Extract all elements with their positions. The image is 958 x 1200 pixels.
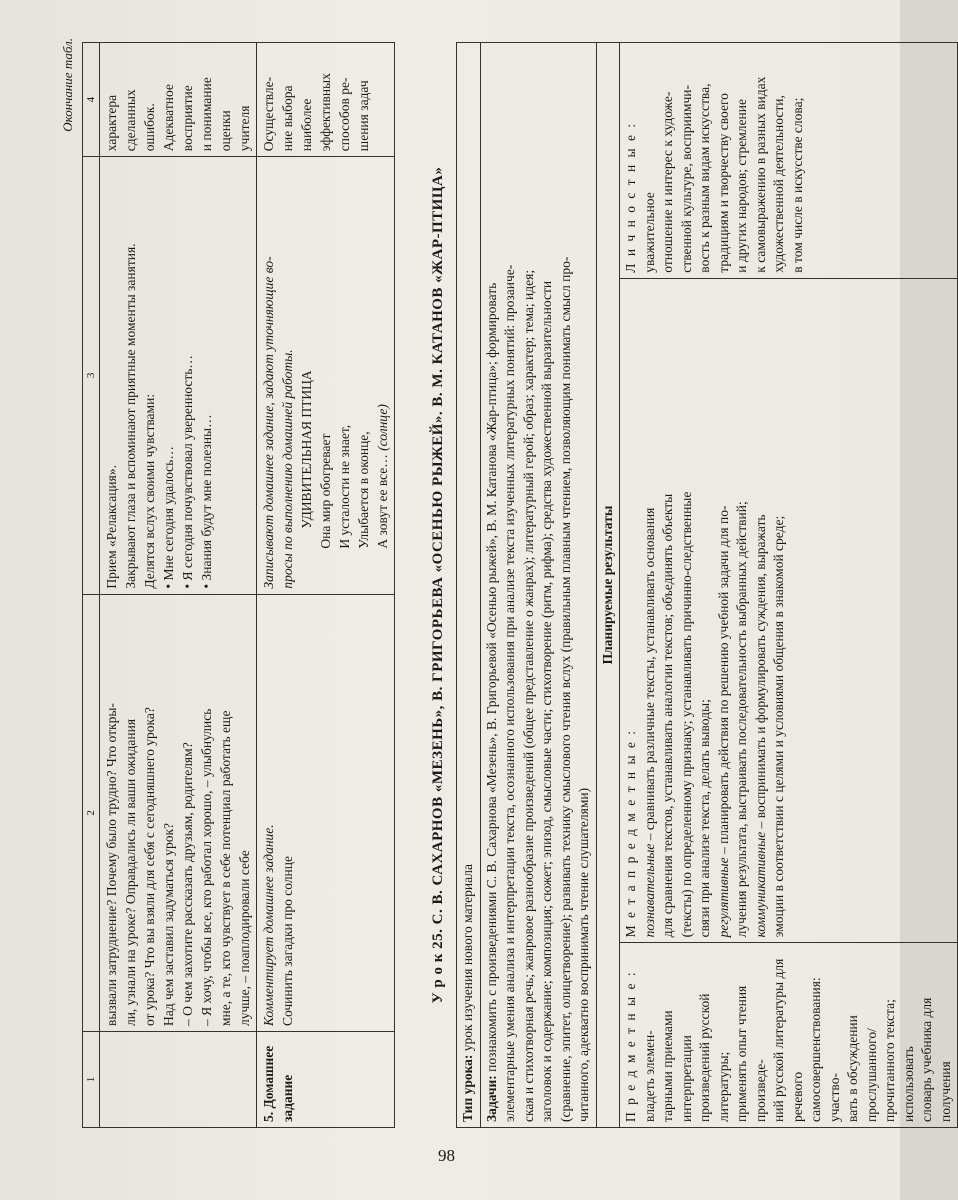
result-line: сделанных <box>123 89 138 152</box>
subject-line: вать в обсуждении прослушанного/ <box>845 1015 879 1122</box>
list-item: • Я сегодня почувствовал уверенность… <box>178 162 197 588</box>
result-line: ошибок. <box>142 103 157 152</box>
personal-line: к самовыражению в разных видах <box>752 76 768 273</box>
personal-label: Л и ч н о с т н ы е : <box>623 121 638 273</box>
teacher-activity-cell <box>100 594 257 1031</box>
list-item: • Знания будут мне полезны… <box>197 162 216 588</box>
personal-text: уважительное <box>641 192 657 273</box>
tasks-line: (сравнение, эпитет, олицетворение); развивать технику смыслового чтения вслух (правильным плавным чтением, позволяющим понимать смысл про- <box>557 256 573 1122</box>
poem-line <box>373 162 392 548</box>
teacher-line: Над чем заставил задуматься урок? <box>161 822 176 1027</box>
teacher-line: – Я хочу, чтобы все, кто работал хорошо, – улыбнулись <box>199 708 214 1027</box>
student-line: Прием «Релаксация». <box>104 465 119 589</box>
results-header-row <box>596 43 620 1128</box>
table-header-row <box>83 43 100 1128</box>
header-col-1: 1 <box>83 1032 100 1128</box>
table-row-homework <box>257 43 395 1128</box>
header-col-4: 4 <box>83 43 100 157</box>
teacher-line: лучше, – поаплодировали себе <box>237 850 252 1027</box>
meta-line-text: – планировать действия по решению учебной задачи для по- <box>715 505 731 858</box>
teacher-line: вызвали затруднение? Почему было трудно? Что откры- <box>104 703 119 1027</box>
poem-line: И усталости не знает, <box>337 424 352 549</box>
meta-line <box>715 284 734 938</box>
subject-label: П р е д м е т н ы е : <box>623 970 638 1122</box>
poem-title: УДИВИТЕЛЬНАЯ ПТИЦА <box>299 370 314 529</box>
personal-line: и других народов; стремление <box>734 99 749 273</box>
results-header: Планируемые результаты <box>596 43 620 1128</box>
result-line: учителя <box>237 105 252 152</box>
meta-line: эмоции в соответствии с целями и условиями общения в знакомой среде; <box>771 515 786 938</box>
poem-line: Она мир обогревает <box>318 433 333 549</box>
result-cell <box>100 43 257 157</box>
tasks-text: познакомить с произведениями С. В. Сахарнова «Мезень», В. Григорьевой «Осенью рыжей», В. М. Катанова «Жар-птица»; формировать <box>483 282 499 1072</box>
meta-line-key: коммуникативные <box>752 831 768 938</box>
tasks-line: заголовок и содержание; композиция; сюжет; эпизод, смысловые части; стихотворение (ритм, рифма); средства художественной выразительности <box>539 280 554 1122</box>
student-activity-cell <box>100 157 257 594</box>
result-line: ние выбора <box>280 85 295 152</box>
subject-text: владеть элемен- <box>641 1030 657 1122</box>
student-note: просы по выполнению домашней работы. <box>280 349 295 589</box>
riddle-poem <box>297 162 392 588</box>
personal-results-cell <box>620 43 958 279</box>
result-line: оценки <box>218 110 233 152</box>
student-line: Закрывают глаза и вспоминают приятные моменты занятия. <box>123 243 138 589</box>
poem-line: Улыбается в оконце, <box>356 431 371 549</box>
feelings-list <box>159 162 216 588</box>
result-cell <box>257 43 395 157</box>
result-line: способов ре- <box>337 77 352 152</box>
stage-line: задание <box>280 1074 295 1122</box>
tasks-line: ская и стихотворная речь; жанровое разнообразие произведений (общее представление о жанрах); литературный герой; образ; характер; тема; идея; <box>520 269 536 1122</box>
stage-cell <box>100 1032 257 1128</box>
student-activity-cell <box>257 157 395 594</box>
teacher-note: Комментирует домашнее задание. <box>261 824 276 1027</box>
meta-line: для сравнения текстов, устанавливать аналогии текстов; объединять объекты <box>660 493 675 938</box>
list-item: • Мне сегодня удалось… <box>159 162 178 588</box>
personal-line: вость к разным видам искусства, <box>697 83 712 273</box>
poem-answer: (солнце) <box>375 404 390 451</box>
meta-line-text: – сравнивать различные тексты, устанавливать основания <box>641 507 657 844</box>
stage-line: 5. Домашнее <box>261 1045 276 1122</box>
meta-line <box>752 284 771 938</box>
personal-line: отношение и интерес к художе- <box>660 91 675 273</box>
teacher-line: мне, а те, кто чувствует в себе потенциал работать еще <box>218 710 233 1027</box>
subject-line: применять опыт чтения произведе- <box>734 985 768 1122</box>
teacher-line: от урока? Что вы взяли для себя с сегодняшнего урока? <box>142 707 157 1027</box>
subject-line: тарными приемами интерпретации <box>660 1010 694 1122</box>
lesson-type-cell <box>457 43 481 1128</box>
meta-line: лучения результата, выстраивать последовательность выбранных действий; <box>734 501 749 938</box>
stage-cell <box>257 1032 395 1128</box>
result-line: характера <box>104 94 119 152</box>
tasks-line: элементарные умения анализа и интерпретации текста, осознанного использования при анализе текста изученных литературных понятий: прозаиче- <box>502 264 517 1122</box>
tasks-cell <box>480 43 596 1128</box>
meta-line-text: – воспринимать и формулировать суждения, выражать <box>752 514 768 832</box>
lesson-type-row <box>457 43 481 1128</box>
subject-line <box>622 948 659 1122</box>
subject-line: словарь учебника для получения <box>919 997 953 1122</box>
meta-line: (тексты) по определенному признаку; устанавливать причинно-следственные <box>678 491 694 938</box>
student-line: Делятся вслух своими чувствами: <box>142 393 157 589</box>
lesson-type-value: урок изучения нового материала <box>460 864 475 1052</box>
subject-results-cell <box>620 943 958 1128</box>
page-number: 98 <box>438 1146 455 1165</box>
result-line: Адекватное <box>161 84 176 152</box>
meta-line <box>641 284 660 938</box>
teacher-line: – О чем захотите рассказать друзьям, родителям? <box>180 742 195 1027</box>
personal-line: ственной культуре, восприимчи- <box>678 85 694 273</box>
rotated-content <box>60 30 953 1150</box>
result-line: эффективных <box>318 73 333 152</box>
meta-line-key: познавательные <box>641 843 657 938</box>
tasks-line <box>483 48 502 1122</box>
poem-line-text: А зовут ее все… <box>375 454 390 549</box>
tasks-line: читанного, адекватно воспринимать чтение слушателями) <box>576 787 591 1122</box>
lesson-type-label: Тип урока: <box>460 1054 475 1122</box>
result-line: и понимание <box>199 77 214 152</box>
result-line: Осуществле- <box>261 76 276 152</box>
personal-line <box>622 48 659 273</box>
tasks-row <box>480 43 596 1128</box>
subject-line: ний русской литературы для речевого <box>771 958 805 1122</box>
lesson-stages-table <box>82 42 395 1128</box>
tasks-label: Задачи: <box>483 1075 499 1122</box>
lesson-plan-table <box>456 42 958 1128</box>
result-line: шения задач <box>356 80 371 152</box>
teacher-activity-cell <box>257 594 395 1031</box>
subject-line: прочитанного текста; использовать <box>882 999 916 1122</box>
header-col-2: 2 <box>83 594 100 1031</box>
lesson-title: У р о к 25. С. В. САХАРНОВ «МЕЗЕНЬ», В. ГРИГОРЬЕВА «ОСЕНЬЮ РЫЖЕЙ». В. М. КАТАНОВ «ЖАР-ПТИЦА» <box>430 166 446 1004</box>
meta-label: М е т а п р е д м е т н ы е : <box>623 728 638 938</box>
student-note: Записывают домашнее задание, задают уточняющие во- <box>261 256 276 589</box>
personal-line: в том числе в искусстве слова; <box>789 97 805 273</box>
table-row-reflection <box>100 43 257 1128</box>
meta-line-key: регулятивные <box>715 857 731 938</box>
header-col-3: 3 <box>83 157 100 594</box>
metasubject-results-cell <box>620 278 958 943</box>
personal-line: традициям и творчеству своего <box>715 93 731 273</box>
teacher-line: Сочинить загадки про солнце <box>280 856 295 1027</box>
table-caption: Окончание табл. <box>60 38 75 132</box>
result-line: восприятие <box>180 85 195 152</box>
results-row <box>620 43 958 1128</box>
subject-line: самосовершенствования: участво- <box>808 977 842 1122</box>
meta-line: связи при анализе текста, делать выводы; <box>697 699 712 938</box>
result-line: наиболее <box>299 98 314 152</box>
subject-line: произведений русской литературы; <box>697 993 731 1122</box>
teacher-line: ли, узнали на уроке? Оправдались ли ваши ожидания <box>123 718 138 1027</box>
personal-line: художественной деятельности, <box>771 95 786 273</box>
